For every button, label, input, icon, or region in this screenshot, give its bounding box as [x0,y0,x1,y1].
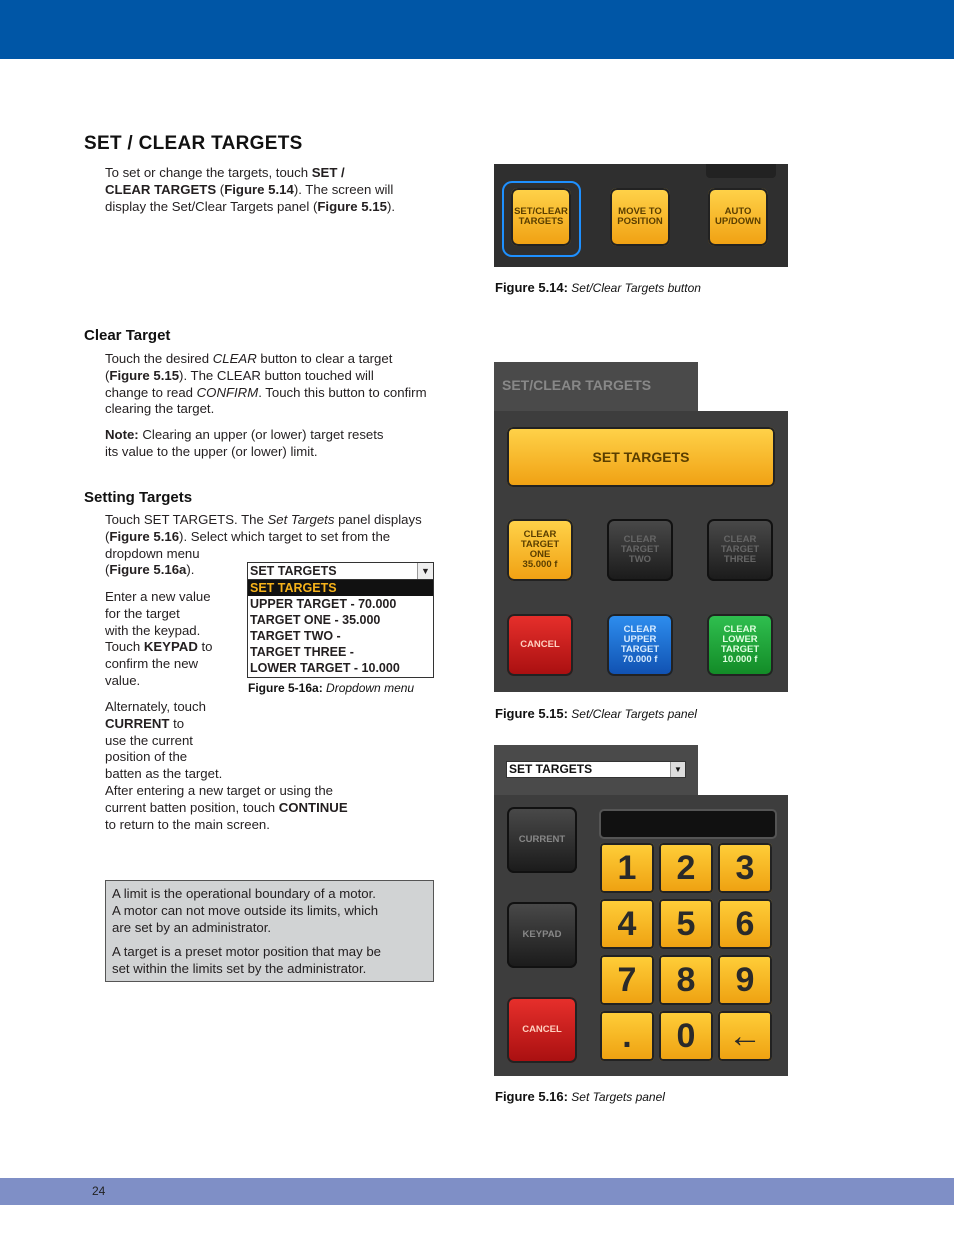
chevron-down-icon[interactable]: ▼ [417,563,433,579]
dropdown-option[interactable]: SET TARGETS [248,580,433,596]
caption-label: Figure 5-16a: [248,681,323,695]
button-label: TARGET [720,544,760,555]
button-label: CLEAR [723,534,757,545]
button-label: 10.000 f [722,654,758,665]
continue-paragraph [105,783,435,833]
body-text: to [169,715,185,731]
page-number: 24 [92,1184,106,1198]
button-label: 35.000 f [522,559,558,570]
body-text: position of the [105,749,188,765]
dropdown-selected-value: SET TARGETS [250,564,337,578]
button-label: POSITION [617,216,663,227]
button-label: CANCEL [522,1024,562,1035]
value-display [599,809,777,839]
body-text: Touch the desired [105,351,213,366]
figure-ref: Figure 5.16a [109,562,187,578]
dropdown-option[interactable]: TARGET ONE - 35.000 [250,613,381,627]
body-text: change to read [105,384,197,400]
caption-label: Figure 5.14: [495,280,568,295]
header-bar [0,0,954,59]
caption-text: Dropdown menu [322,681,415,695]
body-text: Enter a new value [105,589,211,604]
figure-5-14-image [494,164,788,267]
partial-button [706,164,776,178]
figure-ref: Figure 5.15 [317,198,387,214]
backspace-icon[interactable]: ← [718,1011,772,1061]
body-text: to [197,639,213,655]
figure-ref: Figure 5.14 [224,181,294,197]
button-label: TARGET [720,644,760,655]
page-title: SET / CLEAR TARGETS [84,133,303,154]
info-paragraph [112,944,430,978]
keypad-key-0[interactable]: 0 [659,1011,713,1061]
info-box [105,880,434,982]
info-text: A limit is the operational boundary of a motor. [112,886,376,901]
chevron-down-icon[interactable]: ▼ [670,762,685,777]
button-label: CLEAR [523,529,557,540]
keypad-key-decimal[interactable]: . [600,1011,654,1061]
cancel-button[interactable] [507,614,573,676]
caption-text: Set Targets panel [567,1090,665,1104]
clear-target-one-button[interactable] [507,519,573,581]
intro-paragraph [105,165,425,215]
button-label: CLEAR [723,624,757,635]
button-label: UPPER [623,634,657,645]
figure-caption [495,706,697,721]
current-paragraph [105,699,245,783]
button-label: SET/CLEAR [514,206,568,217]
body-text: use the current [105,732,193,748]
intro-text: ). [386,198,396,214]
body-text: ). Select which target to set from the [179,528,391,544]
button-label: 70.000 f [622,654,658,665]
section-heading-setting-targets: Setting Targets [84,489,193,506]
clear-upper-target-button[interactable] [607,614,673,676]
body-text: dropdown menu [105,545,200,561]
button-label: KEYPAD [522,929,562,940]
button-label: TARGET [520,539,560,550]
button-label: TARGET [620,644,660,655]
keypad-key-4[interactable]: 4 [600,899,654,949]
caption-text: Set/Clear Targets panel [567,707,697,721]
section-heading-clear-target: Clear Target [84,327,171,344]
keypad-key-3[interactable]: 3 [718,843,772,893]
body-text: ( [105,367,110,383]
note-paragraph [105,427,435,461]
keypad-paragraph [105,589,245,690]
footer-bar [0,1178,954,1205]
info-text: are set by an administrator. [112,919,272,935]
dropdown-option[interactable]: TARGET THREE - [250,645,354,659]
button-label: TARGET [620,544,660,555]
info-paragraph [112,886,430,936]
cancel-button[interactable] [507,997,577,1063]
note-label: Note: [105,427,139,442]
body-text: to return to the main screen. [105,816,270,832]
body-text: Alternately, touch [105,699,206,714]
button-label: CLEAR [623,624,657,635]
dropdown-option[interactable]: LOWER TARGET - 10.000 [250,661,400,675]
body-text: After entering a new target or using the [105,783,333,798]
dropdown-option[interactable]: UPPER TARGET - 70.000 [250,597,397,611]
body-text: panel displays [334,512,422,527]
body-text: current batten position, touch [105,799,279,815]
body-text: Touch SET TARGETS. The [105,512,268,527]
intro-text: ( [216,181,225,197]
body-text: Clearing an upper (or lower) target resets [138,427,384,442]
info-text: A target is a preset motor position that may be [112,944,382,959]
figure-5-15-image [494,362,788,692]
clear-lower-target-button[interactable] [707,614,773,676]
info-text: set within the limits set by the administrator. [112,960,367,976]
figure-caption [248,681,414,695]
intro-text: ). The screen will [293,181,394,197]
button-label: MOVE TO [618,206,662,217]
keypad-key-9[interactable]: 9 [718,955,772,1005]
intro-text: To set or change the targets, touch [105,165,312,180]
button-label: ONE [529,549,551,560]
body-text: for the target [105,605,180,621]
dropdown-menu-figure [247,562,434,678]
body-text: . Touch this button to confirm [258,384,427,400]
panel-title: SET/CLEAR TARGETS [502,377,652,393]
body-text: ). The CLEAR button touched will [179,367,374,383]
figure-ref: Figure 5.16 [109,528,180,544]
figure-ref: Figure 5.15 [109,367,180,383]
button-label: UP/DOWN [715,216,761,227]
button-label: TWO [628,554,652,565]
select-value: SET TARGETS [509,762,593,776]
intro-bold: SET / [311,165,345,180]
clear-target-three-button[interactable] [707,519,773,581]
keypad-key-5[interactable]: 5 [659,899,713,949]
body-text: confirm the new [105,656,199,672]
bold-text: CONTINUE [278,799,348,815]
clear-target-paragraph [105,351,435,418]
body-text: ( [105,528,110,544]
body-text: value. [105,672,141,688]
clear-target-two-button[interactable] [607,519,673,581]
italic-text: CLEAR [212,351,257,366]
current-button[interactable] [507,807,577,873]
bold-text: CURRENT [105,715,170,731]
body-text: ). [186,562,195,578]
button-label: TARGETS [518,216,564,227]
body-text: ( [105,562,110,578]
move-to-position-button[interactable] [610,188,670,246]
button-label: THREE [723,554,757,565]
intro-text: display the Set/Clear Targets panel ( [105,198,318,214]
button-label: CURRENT [518,834,566,845]
button-label: CANCEL [520,639,560,650]
caption-label: Figure 5.15: [495,706,568,721]
figure-caption [495,280,701,295]
body-text: button to clear a target [256,351,393,366]
dropdown-header[interactable] [248,563,433,580]
figure-caption [495,1089,665,1104]
set-targets-button[interactable] [507,427,775,487]
caption-text: Set/Clear Targets button [567,281,701,295]
target-select[interactable] [506,761,686,778]
italic-text: Set Targets [267,512,335,527]
body-text: with the keypad. [105,622,201,638]
dropdown-option[interactable]: TARGET TWO - [250,629,341,643]
keypad-key-1[interactable]: 1 [600,843,654,893]
intro-bold: CLEAR TARGETS [105,181,217,197]
keypad-key-8[interactable]: 8 [659,955,713,1005]
keypad-key-2[interactable]: 2 [659,843,713,893]
button-label: LOWER [722,634,758,645]
body-text: its value to the upper (or lower) limit. [105,443,318,459]
keypad-key-7[interactable]: 7 [600,955,654,1005]
body-text: batten as the target. [105,766,223,782]
keypad-key-6[interactable]: 6 [718,899,772,949]
set-clear-targets-button[interactable] [511,188,571,246]
bold-text: KEYPAD [143,639,198,655]
button-label: SET TARGETS [592,449,690,465]
button-label: AUTO [724,206,752,217]
keypad-button[interactable] [507,902,577,968]
info-text: A motor can not move outside its limits, which [112,902,379,918]
body-text: clearing the target. [105,401,215,417]
button-label: CLEAR [623,534,657,545]
auto-up-down-button[interactable] [708,188,768,246]
caption-label: Figure 5.16: [495,1089,568,1104]
figure-5-16-image [494,745,788,1076]
italic-text: CONFIRM [196,384,259,400]
body-text: Touch [105,639,144,655]
